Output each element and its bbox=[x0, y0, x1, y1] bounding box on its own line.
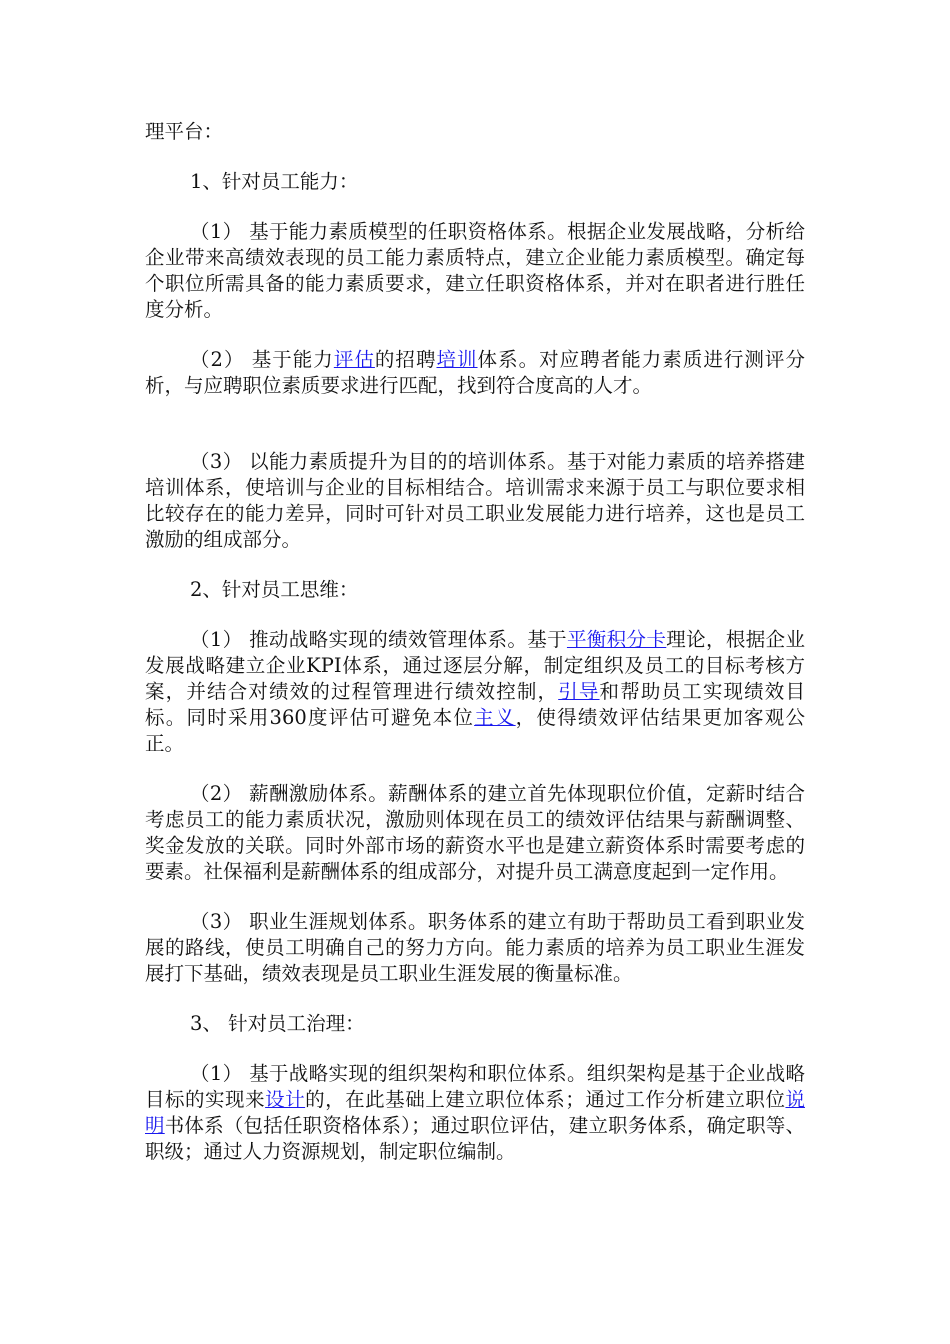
link-design[interactable]: 设计 bbox=[265, 1088, 306, 1111]
paragraph-1-3: （3） 以能力素质提升为目的的培训体系。基于对能力素质的培养搭建培训体系，使培训与企业的目标相结合。培训需求来源于员工与职位要求相比较存在的能力差异，同时可针对员工职业发展能力进行培养，这也是员工激励的组成部分。 bbox=[145, 450, 805, 551]
paragraph-3-1 bbox=[145, 1061, 805, 1165]
intro-paragraph: 理平台： bbox=[145, 120, 224, 143]
text-span: 和帮助员工实现绩效目标。同时采用360度评估可避免本位 bbox=[145, 680, 805, 729]
section-heading-3: 3、 针对员工治理： bbox=[190, 1012, 365, 1035]
link-guide[interactable]: 引导 bbox=[558, 680, 600, 703]
text-span: 体系。对应聘者能力素质进行测评分析，与应聘职位素质要求进行匹配，找到符合度高的人才。 bbox=[145, 348, 805, 397]
paragraph-1-1: （1） 基于能力素质模型的任职资格体系。根据企业发展战略，分析给企业带来高绩效表现的员工能力素质特点，建立企业能力素质模型。确定每个职位所需具备的能力素质要求，建立任职资格体系，并对在职者进行胜任度分析。 bbox=[145, 220, 805, 321]
link-evaluation[interactable]: 评估 bbox=[333, 348, 375, 371]
section-heading-1: 1、针对员工能力： bbox=[190, 170, 359, 193]
link-balanced-scorecard[interactable]: 平衡积分卡 bbox=[566, 628, 667, 651]
text-span: 理论，根据企业发展战略建立企业KPI体系，通过逐层分解，制定组织及员工的目标考核方案，并结合对绩效的过程管理进行绩效控制， bbox=[145, 628, 805, 703]
text-span: 的招聘 bbox=[374, 348, 437, 371]
text-span: 书体系（包括任职资格体系）；通过职位评估，建立职务体系，确定职等、职级；通过人力资源规划，制定职位编制。 bbox=[145, 1114, 805, 1163]
link-description[interactable]: 说明 bbox=[145, 1088, 805, 1137]
paragraph-2-1 bbox=[145, 627, 805, 757]
text-span: 的，在此基础上建立职位体系；通过工作分析建立职位 bbox=[305, 1088, 786, 1111]
text-span: ，使得绩效评估结果更加客观公正。 bbox=[145, 706, 805, 755]
section-heading-2: 2、针对员工思维： bbox=[190, 578, 359, 601]
text-span: （1） 基于战略实现的组织架构和职位体系。组织架构是基于企业战略目标的实现来 bbox=[145, 1062, 805, 1111]
link-doctrine[interactable]: 主义 bbox=[474, 706, 516, 729]
paragraph-2-3: （3） 职业生涯规划体系。职务体系的建立有助于帮助员工看到职业发展的路线，使员工明确自己的努力方向。能力素质的培养为员工职业生涯发展打下基础，绩效表现是员工职业生涯发展的衡量标准。 bbox=[145, 910, 805, 985]
paragraph-2-2: （2） 薪酬激励体系。薪酬体系的建立首先体现职位价值，定薪时结合考虑员工的能力素质状况，激励则体现在员工的绩效评估结果与薪酬调整、奖金发放的关联。同时外部市场的薪资水平也是建立薪资体系时需要考虑的要素。社保福利是薪酬体系的组成部分，对提升员工满意度起到一定作用。 bbox=[145, 782, 805, 883]
text-span: （2） 基于能力 bbox=[190, 348, 334, 371]
paragraph-1-2 bbox=[145, 347, 805, 399]
document-body bbox=[145, 119, 805, 1165]
link-training[interactable]: 培训 bbox=[436, 348, 478, 371]
text-span: （1） 推动战略实现的绩效管理体系。基于 bbox=[190, 628, 567, 651]
